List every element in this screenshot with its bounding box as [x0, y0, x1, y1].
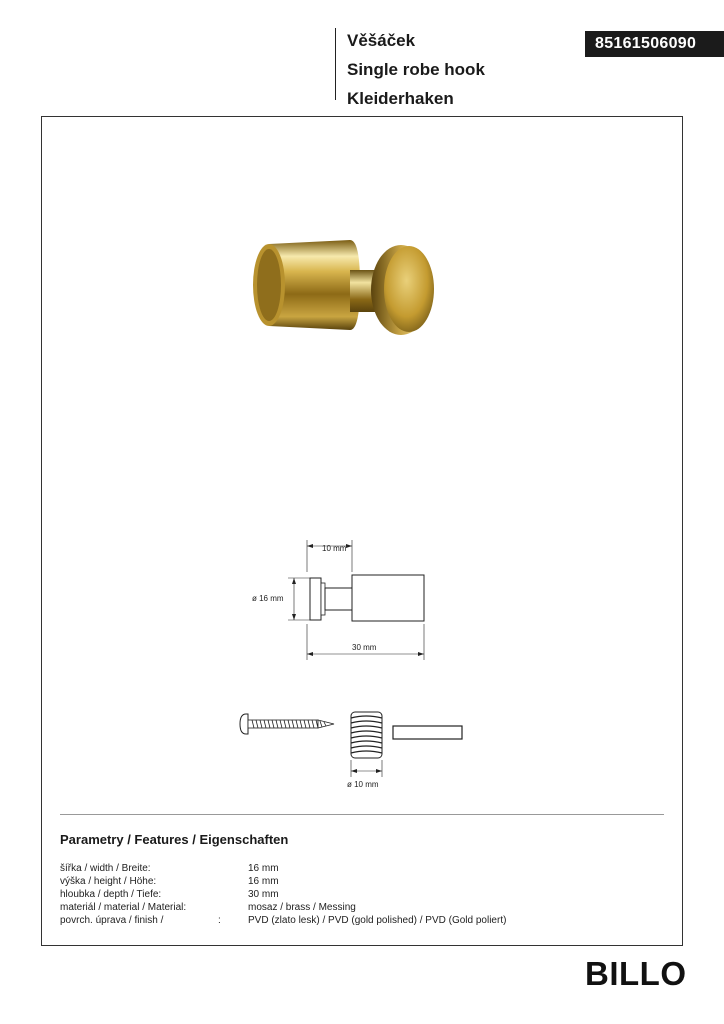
title-english: Single robe hook: [347, 60, 485, 79]
feature-label: materiál / material / Material:: [60, 902, 187, 913]
feature-label: šířka / width / Breite:: [60, 863, 151, 874]
dim-diameter-label: ø 16 mm: [252, 594, 284, 603]
feature-value: 16 mm: [248, 876, 279, 887]
hook-cap-face: [384, 246, 434, 332]
dim-width-label: 10 mm: [322, 544, 347, 553]
feature-row-height: [60, 875, 620, 888]
features-list: [60, 862, 620, 927]
mounting-parts: [220, 698, 480, 798]
rod-icon: [393, 726, 462, 739]
feature-label: hloubka / depth / Tiefe:: [60, 889, 162, 900]
header-divider: [335, 28, 336, 100]
product-photo: [225, 200, 445, 380]
dim-dowel-label: ø 10 mm: [347, 780, 379, 789]
feature-value: PVD (zlato lesk) / PVD (gold polished) / PVD (Gold poliert): [248, 915, 507, 926]
dimension-drawing: [230, 520, 470, 670]
title-german: Kleiderhaken: [347, 89, 454, 108]
brand-logo: BILLO: [585, 955, 687, 992]
feature-value: 30 mm: [248, 889, 279, 900]
dim-depth-label: 30 mm: [352, 643, 377, 652]
features-divider: [60, 814, 664, 815]
feature-row-material: [60, 901, 620, 914]
feature-value: mosaz / brass / Messing: [248, 902, 356, 913]
features-title: Parametry / Features / Eigenschaften: [60, 832, 289, 847]
feature-row-finish: [60, 914, 620, 927]
feature-label: povrch. úprava / finish /: [60, 915, 164, 926]
title-block: [347, 26, 485, 113]
product-code-badge: 85161506090: [585, 31, 724, 57]
feature-row-depth: [60, 888, 620, 901]
dowel-icon: [351, 712, 382, 758]
title-czech: Věšáček: [347, 31, 416, 50]
feature-colon: :: [218, 915, 221, 926]
feature-value: 16 mm: [248, 863, 279, 874]
feature-label: výška / height / Höhe:: [60, 876, 157, 887]
feature-row-width: [60, 862, 620, 875]
screw-icon: [240, 714, 334, 734]
